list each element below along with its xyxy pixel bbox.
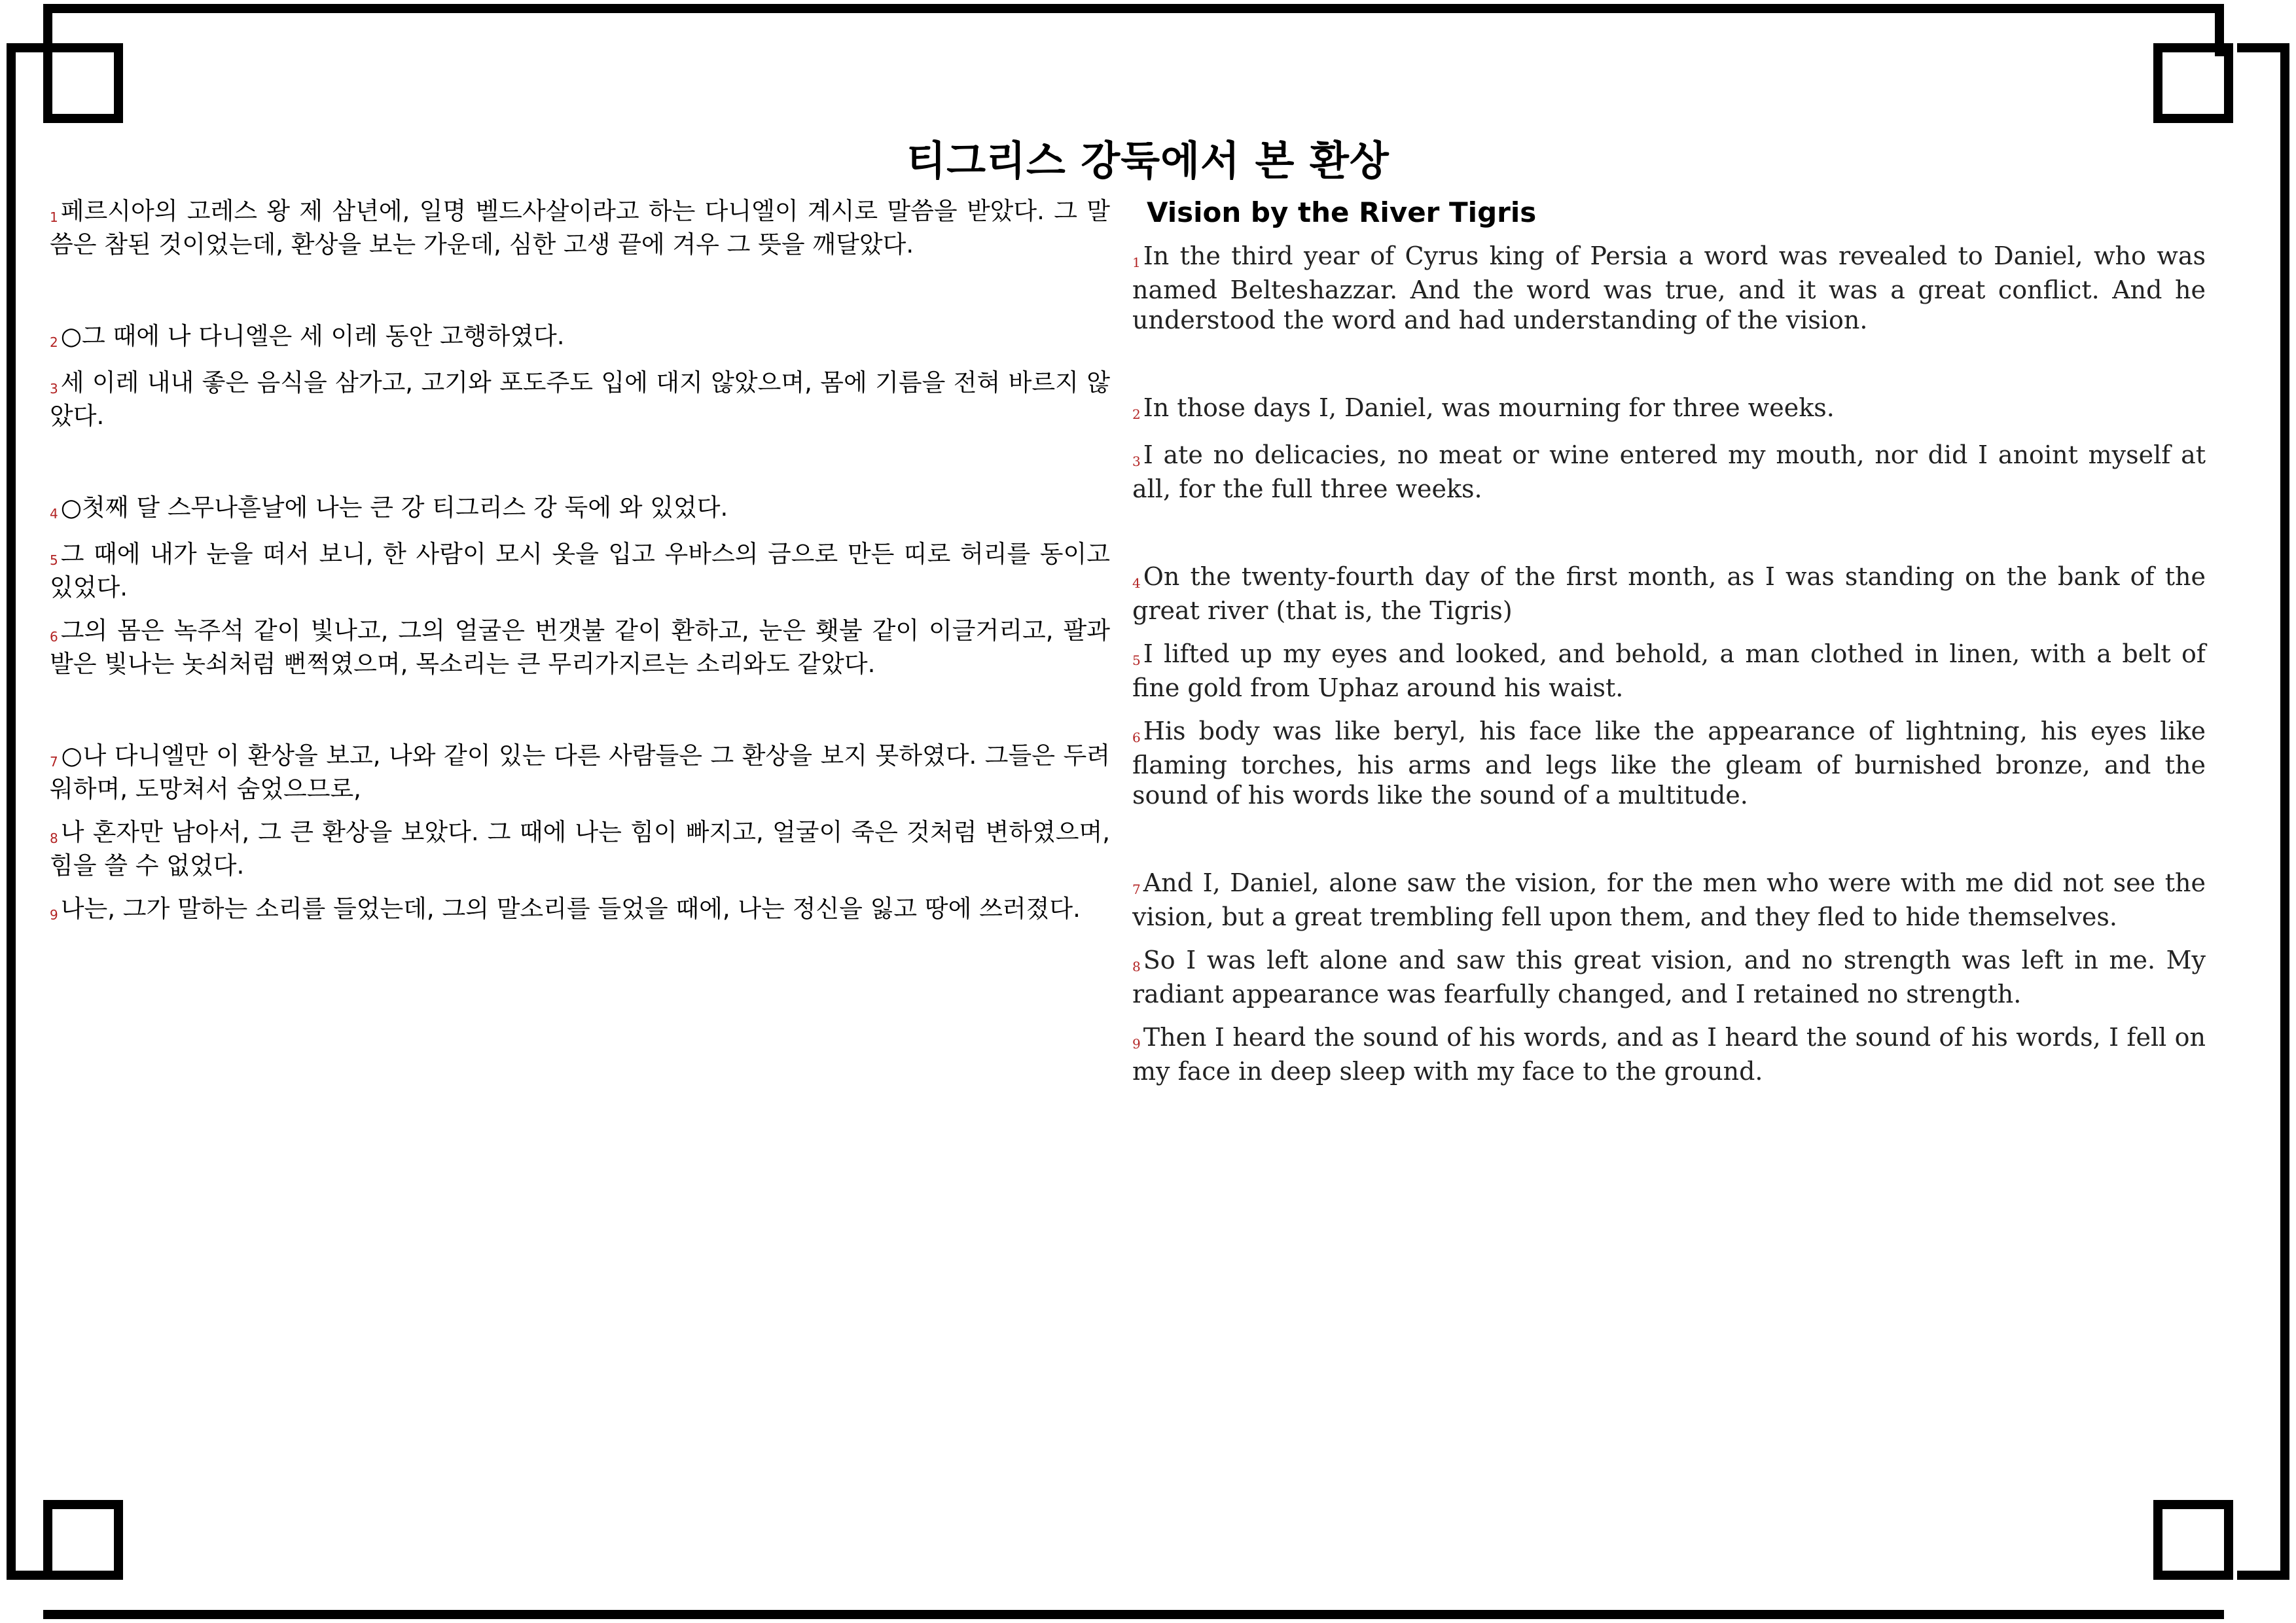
page-title: 티그리스 강둑에서 본 환상 (906, 137, 1390, 185)
verse-text: ○첫째 달 스무나흗날에 나는 큰 강 티그리스 강 둑에 와 있었다. (60, 493, 728, 522)
english-verse (1132, 393, 2206, 427)
verse-number: 9 (50, 907, 58, 923)
verse-number: 2 (1132, 406, 1141, 422)
verse-text: I ate no delicacies, no meat or wine entered my mouth, nor did I anoint myself at all, for the full three weeks. (1132, 440, 2206, 503)
korean-verse (50, 196, 1110, 260)
english-verse (1132, 945, 2206, 1009)
korean-verse (50, 539, 1110, 603)
verse-number: 4 (1132, 575, 1141, 591)
verse-text: And I, Daniel, alone saw the vision, for the men who were with me did not see the vision, but a great trembling fell upon them, and they fled to hide themselves. (1132, 868, 2206, 931)
english-heading: Vision by the River Tigris (1147, 196, 1537, 228)
korean-column (50, 196, 1110, 927)
frame-left (7, 43, 16, 1580)
korean-verse (50, 894, 1110, 927)
verse-text: I lifted up my eyes and looked, and behold, a man clothed in linen, with a belt of fine gold from Uphaz around his waist. (1132, 639, 2206, 702)
verse-number: 2 (50, 334, 58, 350)
verse-text: Then I heard the sound of his words, and as I heard the sound of his words, I fell on my face in deep sleep with my face to the ground. (1132, 1023, 2206, 1086)
korean-verse (50, 321, 1110, 355)
verse-text: In those days I, Daniel, was mourning for three weeks. (1143, 393, 1835, 422)
verse-number: 3 (50, 381, 58, 397)
verse-text: So I was left alone and saw this great vision, and no strength was left in me. My radiant appearance was fearfully changed, and I retained no strength. (1132, 946, 2206, 1008)
frame-right-top-link (2237, 43, 2289, 52)
verse-text: 나 혼자만 남아서, 그 큰 환상을 보았다. 그 때에 나는 힘이 빠지고, 얼굴이 죽은 것처럼 변하였으며, 힘을 쓸 수 없었다. (50, 818, 1110, 880)
english-verse (1132, 639, 2206, 703)
verse-number: 5 (50, 552, 58, 568)
verse-text: 나는, 그가 말하는 소리를 들었는데, 그의 말소리를 들었을 때에, 나는 정신을 잃고 땅에 쓰러졌다. (60, 895, 1081, 923)
english-verse (1132, 562, 2206, 626)
korean-verse (50, 817, 1110, 881)
frame-right-bottom-link (2237, 1571, 2289, 1580)
verse-text: ○그 때에 나 다니엘은 세 이레 동안 고행하였다. (60, 322, 565, 350)
english-verse (1132, 716, 2206, 810)
verse-number: 1 (1132, 255, 1141, 270)
verse-number: 8 (1132, 959, 1141, 974)
verse-text: 그의 몸은 녹주석 같이 빛나고, 그의 얼굴은 번갯불 같이 환하고, 눈은 횃불 같이 이글거리고, 팔과 발은 빛나는 놋쇠처럼 뻔쩍였으며, 목소리는 큰 무리가지르는 소리와도 같았다. (50, 616, 1110, 678)
verse-text: 그 때에 내가 눈을 떠서 보니, 한 사람이 모시 옷을 입고 우바스의 금으로 만든 띠로 허리를 동이고 있었다. (50, 540, 1110, 601)
frame-bottom (43, 1610, 2224, 1619)
verse-number: 4 (50, 506, 58, 522)
verse-number: 3 (1132, 454, 1141, 469)
verse-text: 세 이레 내내 좋은 음식을 삼가고, 고기와 포도주도 입에 대지 않았으며, 몸에 기름을 전혀 바르지 않았다. (50, 368, 1110, 430)
korean-verse (50, 616, 1110, 679)
verse-number: 5 (1132, 652, 1141, 668)
korean-verse (50, 368, 1110, 431)
verse-number: 1 (50, 209, 58, 225)
verse-text: His body was like beryl, his face like the appearance of lightning, his eyes like flaming torches, his arms and legs like the gleam of burnished bronze, and the sound of his words like the sound of a multitude. (1132, 717, 2206, 810)
frame-top (43, 4, 2224, 13)
english-verse (1132, 868, 2206, 932)
corner-bottom-left (43, 1500, 123, 1580)
korean-verse (50, 493, 1110, 526)
english-verse (1132, 1022, 2206, 1086)
verse-number: 8 (50, 830, 58, 846)
verse-number: 7 (50, 754, 58, 770)
english-verse (1132, 241, 2206, 335)
verse-number: 7 (1132, 882, 1141, 897)
frame-right (2280, 43, 2289, 1580)
verse-number: 6 (50, 629, 58, 645)
verse-text: 페르시아의 고레스 왕 제 삼년에, 일명 벨드사살이라고 하는 다니엘이 계시로 말씀을 받았다. 그 말씀은 참된 것이었는데, 환상을 보는 가운데, 심한 고생 끝에 겨우 그 뜻을 깨달았다. (50, 197, 1110, 259)
corner-top-right (2153, 43, 2233, 123)
verse-number: 9 (1132, 1036, 1141, 1052)
verse-number: 6 (1132, 730, 1141, 745)
corner-bottom-right (2153, 1500, 2233, 1580)
verse-text: ○나 다니엘만 이 환상을 보고, 나와 같이 있는 다른 사람들은 그 환상을 보지 못하였다. 그들은 두려워하며, 도망쳐서 숨었으므로, (50, 741, 1110, 803)
corner-top-left (43, 43, 123, 123)
english-verse (1132, 440, 2206, 504)
verse-text: On the twenty-fourth day of the first month, as I was standing on the bank of the great river (that is, the Tigris) (1132, 562, 2206, 625)
verse-text: In the third year of Cyrus king of Persia a word was revealed to Daniel, who was named Belteshazzar. And the word was true, and it was a great conflict. And he understood the word and had understanding of the vision. (1132, 241, 2206, 334)
korean-verse (50, 741, 1110, 804)
english-column (1132, 196, 2206, 1086)
